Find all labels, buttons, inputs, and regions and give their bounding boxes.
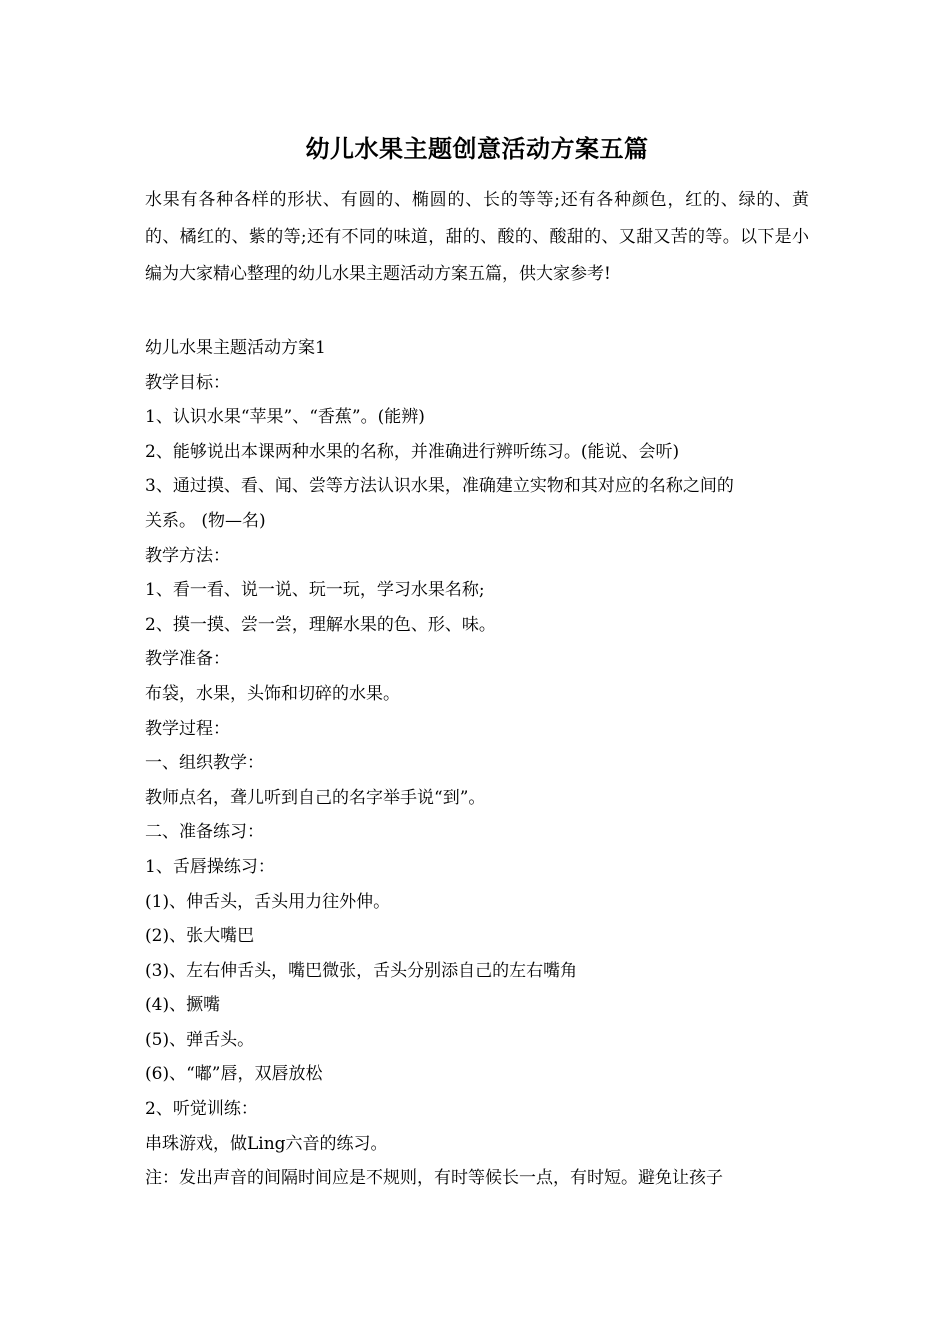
body-line: 教学过程： — [145, 718, 230, 739]
body-line: (1)、伸舌头，舌头用力往外伸。 — [145, 891, 391, 912]
body-line: 二、准备练习： — [145, 822, 264, 843]
body-line: 教学目标： — [145, 372, 230, 393]
body-line: 教师点名，聋儿听到自己的名字举手说“到”。 — [145, 787, 486, 808]
body-line: 串珠游戏，做Ling六音的练习。 — [145, 1133, 388, 1154]
document-page — [145, 128, 809, 1196]
body-line: 2、摸一摸、尝一尝，理解水果的色、形、味。 — [145, 614, 496, 635]
body-line: 教学方法： — [145, 545, 230, 566]
body-line: (5)、弹舌头。 — [145, 1029, 255, 1050]
body-line: 3、通过摸、看、闻、尝等方法认识水果，准确建立实物和其对应的名称之间的 — [145, 476, 734, 497]
body-line: 布袋，水果，头饰和切碎的水果。 — [145, 683, 400, 704]
body-line: 2、听觉训练： — [145, 1099, 258, 1120]
intro-paragraph: 水果有各种各样的形状、有圆的、椭圆的、长的等等;还有各种颜色，红的、绿的、黄的、橘红的、紫的等;还有不同的味道，甜的、酸的、酸甜的、又甜又苦的等。以下是小编为大家精心整理的幼儿水果主题活动方案五篇，供大家参考! — [145, 190, 809, 284]
body-line: (6)、“嘟”唇，双唇放松 — [145, 1064, 323, 1085]
body-line: 2、能够说出本课两种水果的名称，并准确进行辨听练习。(能说、会听) — [145, 441, 680, 462]
body-line: (3)、左右伸舌头，嘴巴微张，舌头分别添自己的左右嘴角 — [145, 960, 578, 981]
body-line: 注：发出声音的间隔时间应是不规则，有时等候长一点，有时短。避免让孩子 — [145, 1168, 723, 1189]
document-title: 幼儿水果主题创意活动方案五篇 — [305, 134, 649, 163]
body-line: 1、舌唇操练习： — [145, 856, 275, 877]
body-line: 关系。 (物—名) — [145, 510, 266, 531]
body-line: 1、认识水果“苹果”、“香蕉”。(能辨) — [145, 407, 425, 428]
section-heading: 幼儿水果主题活动方案1 — [145, 338, 326, 358]
body-line: (2)、张大嘴巴 — [145, 926, 255, 947]
body-line: (4)、撅嘴 — [145, 995, 221, 1016]
body-line: 一、组织教学： — [145, 753, 264, 774]
paragraph-gap — [145, 293, 809, 331]
body-line: 1、看一看、说一说、玩一玩，学习水果名称; — [145, 580, 485, 601]
body-line: 教学准备： — [145, 649, 230, 670]
